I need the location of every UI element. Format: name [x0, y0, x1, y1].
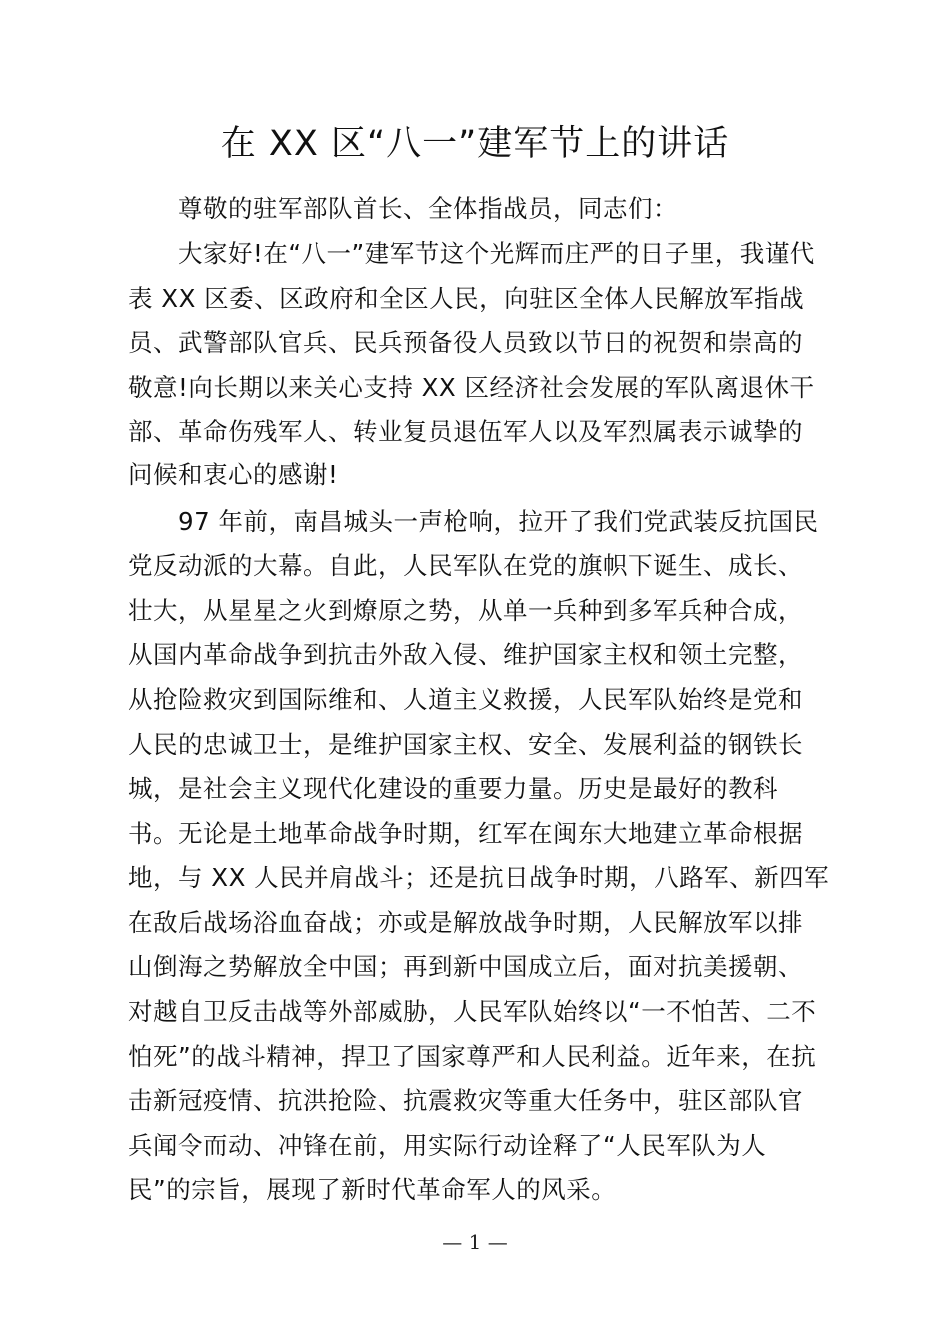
paragraph-line: 表 XX 区委、区政府和全区人民，向驻区全体人民解放军指战	[128, 284, 805, 313]
paragraph-line: 壮大，从星星之火到燎原之势，从单一兵种到多军兵种合成，	[128, 596, 803, 625]
document-title: 在 XX 区“八一”建军节上的讲话	[220, 124, 730, 164]
paragraph-line: 兵闻令而动、冲锋在前，用实际行动诠释了“人民军队为人	[128, 1131, 767, 1160]
paragraph-line: 党反动派的大幕。自此，人民军队在党的旗帜下诞生、成长、	[128, 551, 803, 580]
salutation: 尊敬的驻军部队首长、全体指战员，同志们：	[178, 194, 678, 223]
paragraph-line: 地，与 XX 人民并肩战斗；还是抗日战争时期，八路军、新四军	[128, 863, 830, 892]
paragraph-line: 民”的宗旨，展现了新时代革命军人的风采。	[128, 1175, 617, 1204]
page-number: — 1 —	[442, 1230, 508, 1254]
paragraph-line: 问候和衷心的感谢!	[128, 460, 339, 489]
paragraph-line: 97 年前，南昌城头一声枪响，拉开了我们党武装反抗国民	[178, 507, 819, 536]
paragraph-line: 人民的忠诚卫士，是维护国家主权、安全、发展利益的钢铁长	[128, 730, 803, 759]
paragraph-line: 山倒海之势解放全中国；再到新中国成立后，面对抗美援朝、	[128, 952, 803, 981]
paragraph-line: 怕死”的战斗精神，捍卫了国家尊严和人民利益。近年来，在抗	[128, 1042, 817, 1071]
paragraph-line: 在敌后战场浴血奋战；亦或是解放战争时期，人民解放军以排	[128, 908, 803, 937]
paragraph-line: 从国内革命战争到抗击外敌入侵、维护国家主权和领土完整，	[128, 640, 803, 669]
paragraph-line: 从抢险救灾到国际维和、人道主义救援，人民军队始终是党和	[128, 685, 803, 714]
paragraph-line: 书。无论是土地革命战争时期，红军在闽东大地建立革命根据	[128, 819, 803, 848]
paragraph-line: 对越自卫反击战等外部威胁，人民军队始终以“一不怕苦、二不	[128, 997, 817, 1026]
paragraph-line: 敬意!向长期以来关心支持 XX 区经济社会发展的军队离退休干	[128, 373, 815, 402]
paragraph-line: 大家好!在“八一”建军节这个光辉而庄严的日子里，我谨代	[178, 239, 815, 268]
paragraph-line: 部、革命伤残军人、转业复员退伍军人以及军烈属表示诚挚的	[128, 417, 803, 446]
paragraph-line: 城，是社会主义现代化建设的重要力量。历史是最好的教科	[128, 774, 778, 803]
paragraph-line: 击新冠疫情、抗洪抢险、抗震救灾等重大任务中，驻区部队官	[128, 1086, 803, 1115]
paragraph-line: 员、武警部队官兵、民兵预备役人员致以节日的祝贺和崇高的	[128, 328, 803, 357]
